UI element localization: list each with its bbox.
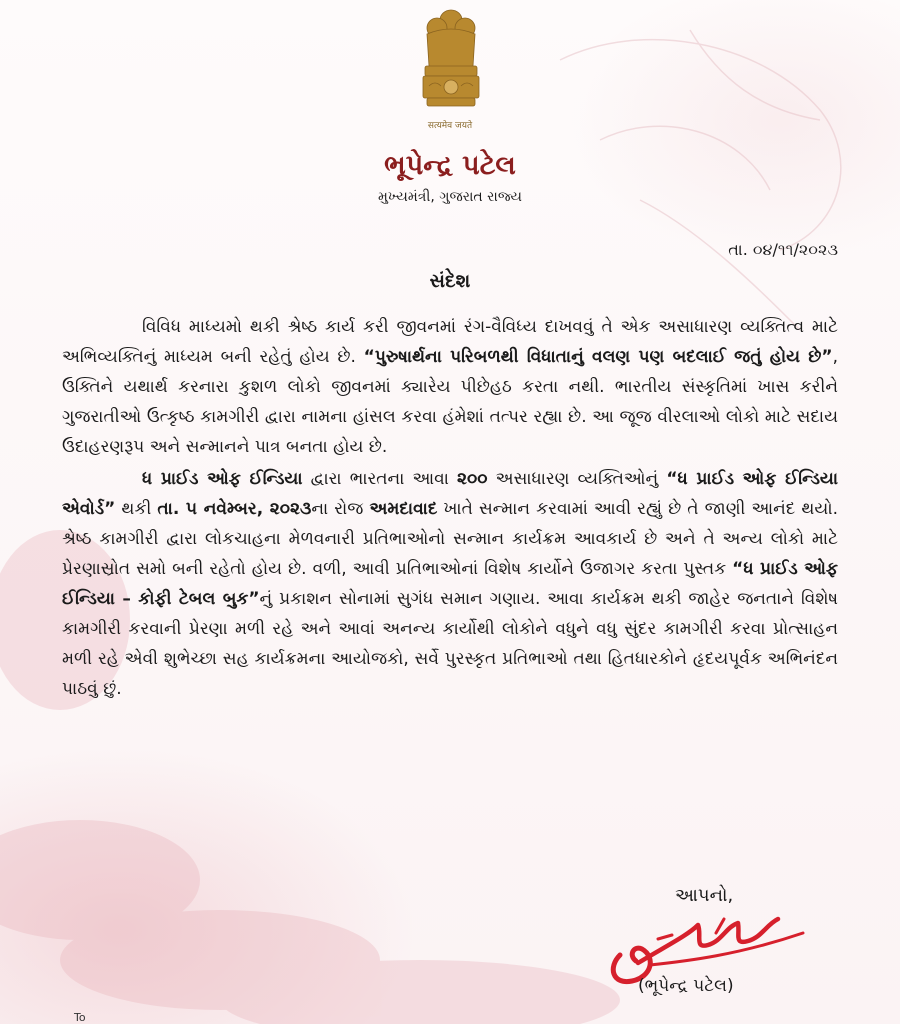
- national-emblem-icon: [413, 6, 489, 122]
- paragraph-2-award-name: “ધ પ્રાઈડ ઓફ ઈન્ડિયા એવોર્ડ”: [62, 469, 839, 519]
- paragraph-1-quote: “પુરુષાર્થના પરિબળથી વિધાતાનું વલણ પણ બદલાઈ જતું હોય છે”: [363, 347, 833, 367]
- sender-designation: મુખ્યમંત્રી, ગુજરાત રાજ્ય: [378, 189, 522, 205]
- paragraph-2: [62, 464, 838, 704]
- paragraph-2-count: ૨૦૦: [457, 469, 488, 489]
- paragraph-2-org-name: ધ પ્રાઈડ ઓફ ઈન્ડિયા: [142, 469, 303, 489]
- footer-to-label: To: [74, 1011, 86, 1024]
- paragraph-1-text-a: વિવિધ માધ્યમો થકી શ્રેષ્ઠ કાર્ય કરી જીવનમાં રંગ-વૈવિધ્ય દાખવવું તે એક અસાધારણ વ્યક્તિત્વ માટે અભિવ્યક્તિનું માધ્યમ બની રહેતું હોય છે.: [62, 317, 838, 367]
- sender-name-heading: ભૂપેન્દ્ર પટેલ: [384, 150, 516, 181]
- paragraph-2-text-e: ખાતે સન્માન કરવામાં આવી રહ્યું છે તે જાણી આનંદ થયો. શ્રેષ્ઠ કામગીરી દ્વારા લોકચાહના મેળવનારી પ્રતિભાઓનો સન્માન કાર્યક્રમ આવકાર્ય છે અને તે અન્ય લોકો માટે પ્રેરણાસ્રોત સમો બની રહેતો હોય છે. વળી, આવી પ્રતિભાઓનાં વિશેષ કાર્યોને ઉજાગર કરતા પુસ્તક: [62, 499, 838, 579]
- signer-name: (ભૂપેન્દ્ર પટેલ): [638, 976, 734, 996]
- paragraph-2-text-f: નું પ્રકાશન સોનામાં સુગંધ સમાન ગણાય. આવા કાર્યક્રમ થકી જાહેર જનતાને વિશેષ કામગીરી કરવાની પ્રેરણા મળી રહે અને આવાં અનન્ય કાર્યોથી લોકોને વધુને વધુ સુંદર કામગીરી કરવા પ્રોત્સાહન મળી રહે એવી શુભેચ્છા સહ કાર્યક્રમના આયોજકો, સર્વે પુરસ્કૃત પ્રતિભાઓ તથા હિતધારકોને હૃદયપૂર્વક અભિનંદન પાઠવું છું.: [62, 589, 838, 699]
- paragraph-2-text-a: દ્વારા ભારતના આવા: [302, 469, 458, 489]
- emblem-motto: सत्यमेव जयते: [427, 121, 473, 131]
- paragraph-2-text-d: ના રોજ: [311, 499, 370, 519]
- paragraph-1: [62, 312, 838, 462]
- paragraph-2-city: અમદાવાદ: [369, 499, 438, 519]
- paragraph-2-text-b: અસાધારણ વ્યક્તિઓનું: [487, 469, 667, 489]
- letter-heading: સંદેશ: [429, 270, 471, 292]
- letter-body: [62, 312, 838, 706]
- paragraph-2-event-date: તા. ૫ નવેમ્બર, ૨૦૨૩: [157, 499, 312, 519]
- letter-date: તા. ૦૪/૧૧/૨૦૨૩: [728, 240, 838, 259]
- paragraph-2-text-c: થકી: [115, 499, 158, 519]
- paragraph-1-text-b: , ઉક્તિને યથાર્થ કરનારા કુશળ લોકો જીવનમાં ક્યારેય પીછેહઠ કરતા નથી. ભારતીય સંસ્કૃતિમાં ખાસ કરીને ગુજરાતીઓ ઉત્કૃષ્ઠ કામગીરી દ્વારા નામના હાંસલ કરવા હંમેશાં તત્પર રહ્યા છે. આ જૂજ વીરલાઓ લોકો માટે સદાય ઉદાહરણરૂપ અને સન્માનને પાત્ર બનતા હોય છે.: [62, 347, 838, 457]
- paragraph-2-book-title: “ધ પ્રાઈડ ઓફ ઈન્ડિયા – કોફી ટેબલ બુક”: [62, 559, 838, 609]
- closing-salutation: આપનો,: [675, 885, 734, 906]
